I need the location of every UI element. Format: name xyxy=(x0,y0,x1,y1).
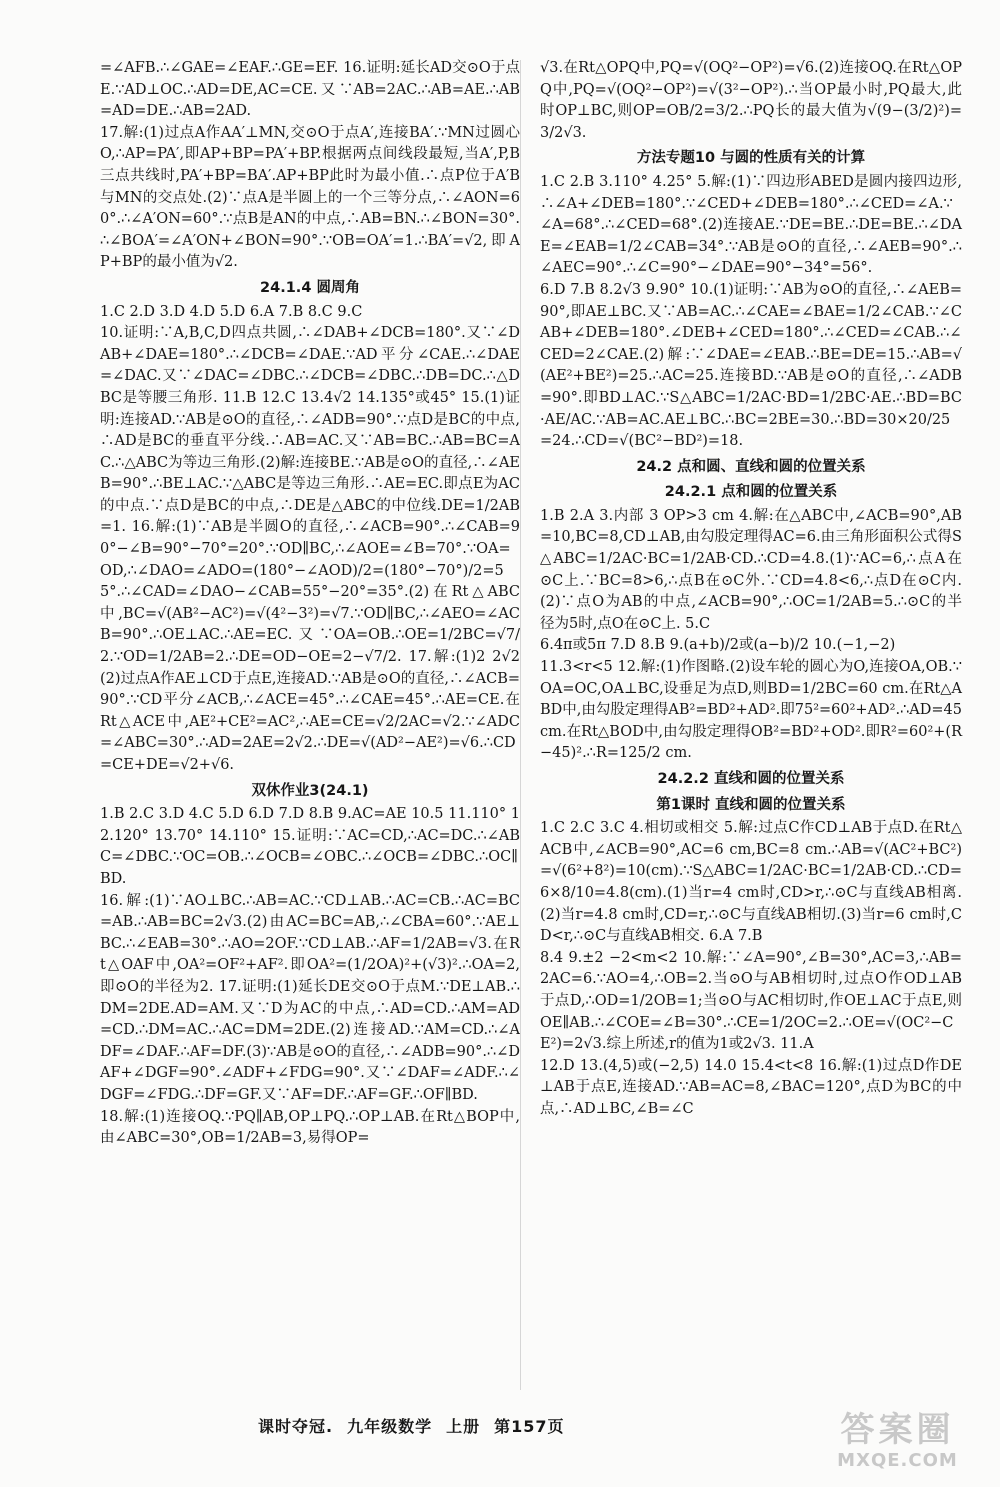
answer-paragraph: 10.证明:∵A,B,C,D四点共圆,∴∠DAB+∠DCB=180°.又∵∠DAB+∠DAE=180°.∴∠DCB=∠DAE.∵AD平分∠CAE.∴∠DAE=∠DAC.又∵∠DAC=∠DBC.∴∠DCB=∠DBC.∴DB=DC.∴△DBC是等腰三角形. 11.B 12.C 13.4√2 14.135°或45° 15.(1)证明:连接AD.∵AB是⊙O的直径,∴∠ADB=90°.∵点D是BC的中点,∴AD是BC的垂直平分线.∴AB=AC.又∵AB=BC.∴AB=BC=AC.∴△ABC为等边三角形.(2)解:连接BE.∵AB是⊙O的直径,∴∠AEB=90°.∴BE⊥AC.∵△ABC是等边三角形.∴AE=EC.即点E为AC的中点.∵点D是BC的中点,∴DE是△ABC的中位线.DE=1/2AB=1. 16.解:(1)∵AB是半圆O的直径,∴∠ACB=90°.∴∠CAB=90°−∠B=90°−70°=20°.∵OD∥BC,∴∠AOE=∠B=70°.∵OA=OD,∴∠DAO=∠ADO=(180°−∠AOD)/2=(180°−70°)/2=55°.∴∠CAD=∠DAO−∠CAB=55°−20°=35°.(2)在Rt△ABC中,BC=√(AB²−AC²)=√(4²−3²)=√7.∵OD∥BC,∴∠AEO=∠ACB=90°.∴OE⊥AC.∴AE=EC.又∵OA=OB.∴OE=1/2BC=√7/2.∵OD=1/2AB=2.∴DE=OD−OE=2−√7/2. 17.解:(1)2 2√2 (2)过点A作AE⊥CD于点E,连接AD.∵AB是⊙O的直径,∴∠ACB=90°.∵CD平分∠ACB,∴∠ACE=45°.∴∠CAE=45°.∴AE=CE.在Rt△ACE中,AE²+CE²=AC²,∴AE=CE=√2/2AC=√2.∵∠ADC=∠ABC=30°.∴AD=2AE=2√2.∴DE=√(AD²−AE²)=√6.∴CD=CE+DE=√2+√6. xyxy=(100,325,520,773)
page-footer xyxy=(258,1414,579,1437)
section-heading: 24.2.2 直线和圆的位置关系 xyxy=(657,771,845,787)
footer-book-title: 课时夺冠. xyxy=(258,1417,334,1436)
answer-paragraph: 12.D 13.(4,5)或(−2,5) 14.0 15.4<t<8 16.解:(1)过点D作DE⊥AB于点E,连接AD.∵AB=AC=8,∠BAC=120°,点D为BC的中点,∴AD⊥BC,∠B=∠C xyxy=(540,1057,962,1117)
section-heading: 方法专题10 与圆的性质有关的计算 xyxy=(636,150,866,167)
watermark-logo xyxy=(810,1410,985,1480)
answer-paragraph: 18.解:(1)连接OQ.∵PQ∥AB,OP⊥PQ.∴OP⊥AB.在Rt△BOP中,由∠ABC=30°,OB=1/2AB=3,易得OP= xyxy=(100,1108,520,1147)
section-heading: 24.1.4 圆周角 xyxy=(260,279,360,296)
watermark-logo-text: 答案圈 xyxy=(840,1410,955,1450)
section-heading: 24.2.1 点和圆的位置关系 xyxy=(664,484,838,501)
answer-paragraph: 16.解:(1)∵AO⊥BC.∴AB=AC.∵CD⊥AB.∴AC=CB.∴AC=BC=AB.∴AB=BC=2√3.(2)由AC=BC=AB,∴∠CBA=60°.∵AE⊥BC.∴∠EAB=30°.∴AO=2OF.∵CD⊥AB.∴AF=1/2AB=√3.在Rt△OAF中,OA²=OF²+AF².即OA²=(1/2OA)²+(√3)².∴OA=2,即⊙O的半径为2. 17.证明:(1)延长DE交⊙O于点M.∵DE⊥AB.∴DM=2DE.AD=AM.又∵D为AC的中点,∴AD=CD.∴AM=AD=CD.∴DM=AC.∴AC=DM=2DE.(2)连接AD.∵AM=CD.∴∠ADF=∠DAF.∴AF=DF.(3)∵AB是⊙O的直径,∴∠ADB=90°.∴∠DAF+∠DGF=90°.∠ADF+∠FDG=90°.又∵∠DAF=∠ADF.∴∠DGF=∠FDG.∴DF=GF.又∵AF=DF.∴AF=GF.∴OF∥BD. xyxy=(100,892,520,1103)
answer-paragraph: √3.在Rt△OPQ中,PQ=√(OQ²−OP²)=√6.(2)连接OQ.在Rt△OPQ中,PQ=√(OQ²−OP²)=√(3²−OP²).∴当OP最小时,PQ最大,此时OP⊥BC,则OP=OB/2=3/2.∴PQ长的最大值为√(9−(3/2)²)=3/2√3. xyxy=(540,60,962,141)
left-column xyxy=(100,58,520,1150)
footer-grade: 九年级数学 xyxy=(347,1417,433,1436)
right-column xyxy=(540,58,962,1121)
answer-paragraph: 6.4π或5π 7.D 8.B 9.(a+b)/2或(a−b)/2 10.(−1,−2) xyxy=(540,637,896,654)
section-heading: 第1课时 直线和圆的位置关系 xyxy=(656,796,846,813)
answer-paragraph: 1.B 2.C 3.D 4.C 5.D 6.D 7.D 8.B 9.AC=AE 10.5 11.110° 12.120° 13.70° 14.110° 15.证明:∵AC=CD,∴AC=DC.∴∠ABC=∠DBC.∵OC=OB.∴∠OCB=∠OBC.∴∠OCB=∠DBC.∴OC∥BD. xyxy=(100,806,520,887)
answer-paragraph: 1.C 2.C 3.C 4.相切或相交 5.解:过点C作CD⊥AB于点D.在Rt△ACB中,∠ACB=90°,AC=6 cm,BC=8 cm.∴AB=√(AC²+BC²)=√(6²+8²)=10(cm).∵S△ABC=1/2AC·BC=1/2AB·CD.∴CD=6×8/10=4.8(cm).(1)当r=4 cm时,CD>r,∴⊙C与直线AB相离.(2)当r=4.8 cm时,CD=r,∴⊙C与直线AB相切.(3)当r=6 cm时,CD<r,∴⊙C与直线AB相交. 6.A 7.B xyxy=(540,820,962,945)
footer-volume: 上册 xyxy=(446,1417,481,1436)
column-divider xyxy=(520,60,521,1390)
answer-paragraph: =∠AFB.∴∠GAE=∠EAF.∴GE=EF. 16.证明:延长AD交⊙O于点E.∵AD⊥OC.∴AD=DE,AC=CE.又∵AB=2AC.∴AB=AE.∴AB=AD=DE.∴AB=2AD. xyxy=(100,60,520,120)
watermark-site-text: MXQE.COM xyxy=(837,1450,958,1471)
footer-page-number: 第157页 xyxy=(494,1417,565,1436)
answer-paragraph: 8.4 9.±2 −2<m<2 10.解:∵∠A=90°,∠B=30°,AC=3,∴AB=2AC=6.∵AO=4,∴OB=2.当⊙O与AB相切时,过点O作OD⊥AB于点D,∴OD=1/2OB=1;当⊙O与AC相切时,作OE⊥AC于点E,则OE∥AB.∴∠COE=∠B=30°.∴CE=1/2OC=2.∴OE=√(OC²−CE²)=2√3.综上所述,r的值为1或2√3. 11.A xyxy=(540,949,962,1053)
answer-paragraph: 17.解:(1)过点A作AA′⊥MN,交⊙O于点A′,连接BA′.∵MN过圆心O,∴AP=PA′,即AP+BP=PA′+BP.根据两点间线段最短,当A′,P,B三点共线时,PA′+BP=BA′.AP+BP此时为最小值.∴点P位于A′B与MN的交点处.(2)∵点A是半圆上的一个三等分点,∴∠AON=60°.∴∠A′ON=60°.∵点B是AN的中点,∴AB=BN.∴∠BON=30°.∴∠BOA′=∠A′ON+∠BON=90°.∵OB=OA′=1.∴BA′=√2,即AP+BP的最小值为√2. xyxy=(100,124,520,271)
answer-paragraph: 1.C 2.D 3.D 4.D 5.D 6.A 7.B 8.C 9.C xyxy=(100,303,363,320)
answer-paragraph: 1.B 2.A 3.内部 3 OP>3 cm 4.解:在△ABC中,∠ACB=90°,AB=10,BC=8,CD⊥AB,由勾股定理得AC=6.由三角形面积公式得S△ABC=1/2AC·BC=1/2AB·CD.∴CD=4.8.(1)∵AC=6,∴点A在⊙C上.∵BC=8>6,∴点B在⊙C外.∵CD=4.8<6,∴点D在⊙C内.(2)∵点O为AB的中点,∠ACB=90°,∴OC=1/2AB=5.∴⊙C的半径为5时,点O在⊙C上. 5.C xyxy=(540,507,962,632)
answer-paragraph: 6.D 7.B 8.2√3 9.90° 10.(1)证明:∵AB为⊙O的直径,∴∠AEB=90°,即AE⊥BC.又∵AB=AC.∴∠CAE=∠BAE=1/2∠CAB.∵∠CAB+∠DEB=180°.∠DEB+∠CED=180°.∴∠CED=∠CAB.∴∠CED=2∠CAE.(2)解:∵∠DAE=∠EAB.∴BE=DE=15.∴AB=√(AE²+BE²)=25.∴AC=25.连接BD.∵AB是⊙O的直径,∴∠ADB=90°.即BD⊥AC.∵S△ABC=1/2AC·BD=1/2BC·AE.∴BD=BC·AE/AC.∵AB=AC.AE⊥BC.∴BC=2BE=30.∴BD=30×20/25=24.∴CD=√(BC²−BD²)=18. xyxy=(540,281,962,450)
section-heading: 双休作业3(24.1) xyxy=(251,782,369,799)
answer-paragraph: 1.C 2.B 3.110° 4.25° 5.解:(1)∵四边形ABED是圆内接四边形,∴∠A+∠DEB=180°.∵∠CED+∠DEB=180°.∴∠CED=∠A.∵∠A=68°.∴∠CED=68°.(2)连接AE.∵DE=BE.∴DE=BE.∴∠DAE=∠EAB=1/2∠CAB=34°.∵AB是⊙O的直径,∴∠AEB=90°.∴∠AEC=90°.∴∠C=90°−∠DAE=90°−34°=56°. xyxy=(540,173,962,277)
answer-paragraph: 11.3<r<5 12.解:(1)作图略.(2)设车轮的圆心为O,连接OA,OB.∵OA=OC,OA⊥BC,设垂足为点D,则BD=1/2BC=60 cm.在Rt△ABD中,由勾股定理得AB²=BD²+AD².即75²=60²+AD².∴AD=45 cm.在Rt△BOD中,由勾股定理得OB²=BD²+OD².即R²=60²+(R−45)².∴R=125/2 cm. xyxy=(540,659,963,762)
section-heading: 24.2 点和圆、直线和圆的位置关系 xyxy=(636,458,866,475)
